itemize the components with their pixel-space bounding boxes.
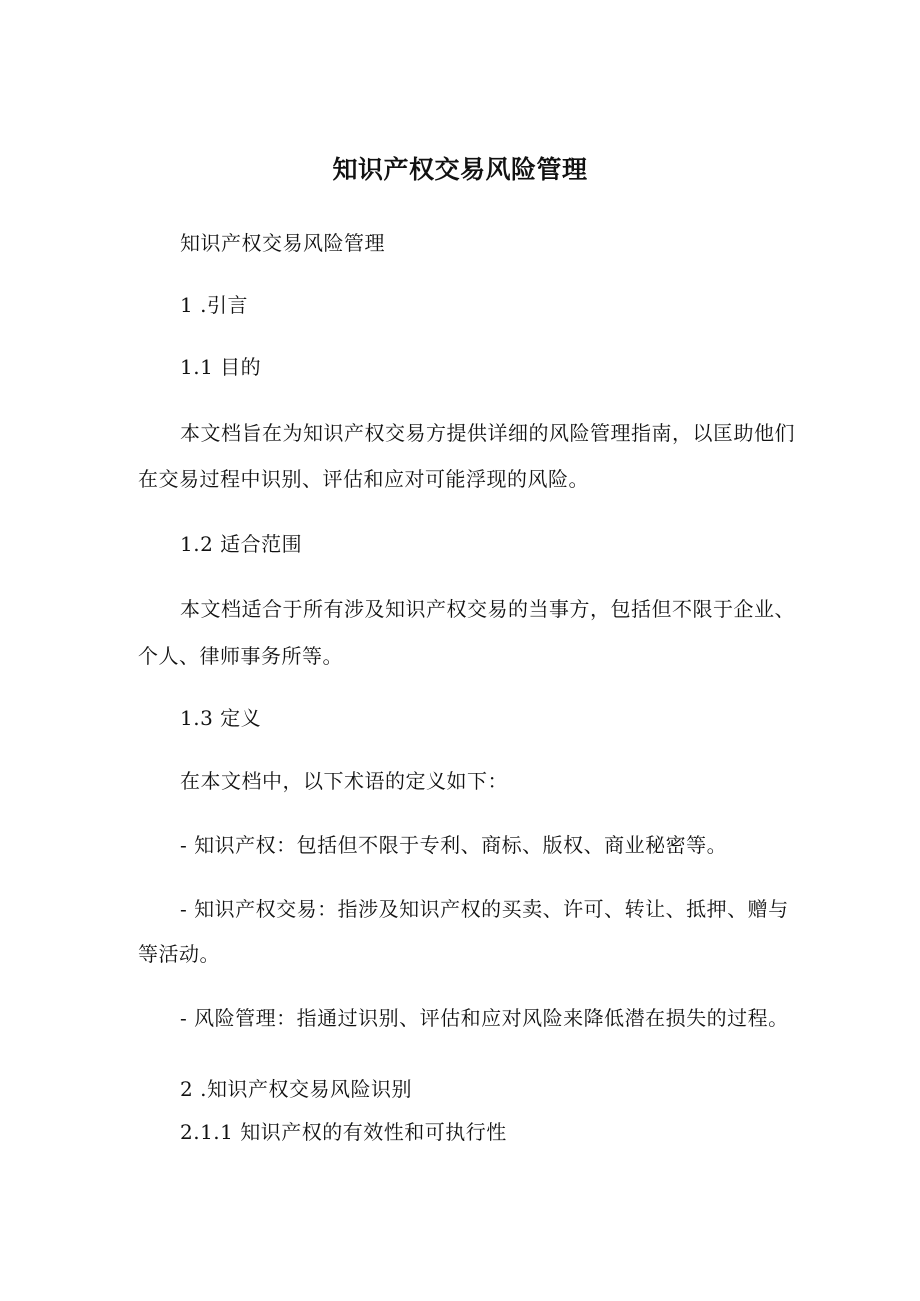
definitions-intro: 在本文档中，以下术语的定义如下： — [180, 769, 508, 793]
heading-definitions: 1.3 定义 — [180, 706, 262, 730]
definition-ip: - 知识产权：包括但不限于专利、商标、版权、商业秘密等。 — [180, 833, 728, 857]
heading-scope: 1.2 适合范围 — [180, 532, 303, 556]
scope-paragraph-line-2: 个人、律师事务所等。 — [138, 644, 343, 668]
definition-risk-management: - 风险管理：指通过识别、评估和应对风险来降低潜在损失的过程。 — [180, 1006, 789, 1030]
heading-introduction: 1 .引言 — [180, 293, 248, 317]
purpose-paragraph-line-2: 在交易过程中识别、评估和应对可能浮现的风险。 — [138, 467, 589, 491]
document-title: 知识产权交易风险管理 — [332, 155, 588, 184]
purpose-paragraph-line-1: 本文档旨在为知识产权交易方提供详细的风险管理指南，以匡助他们 — [180, 421, 795, 445]
heading-risk-identification: 2 .知识产权交易风险识别 — [180, 1077, 412, 1101]
scope-paragraph-line-1: 本文档适合于所有涉及知识产权交易的当事方，包括但不限于企业、 — [180, 597, 795, 621]
definition-ip-transaction-line-2: 等活动。 — [138, 942, 220, 966]
subtitle: 知识产权交易风险管理 — [180, 231, 385, 255]
heading-purpose: 1.1 目的 — [180, 355, 262, 379]
heading-validity-enforceability: 2.1.1 知识产权的有效性和可执行性 — [180, 1120, 507, 1144]
definition-ip-transaction-line-1: - 知识产权交易：指涉及知识产权的买卖、许可、转让、抵押、赠与 — [180, 897, 789, 921]
